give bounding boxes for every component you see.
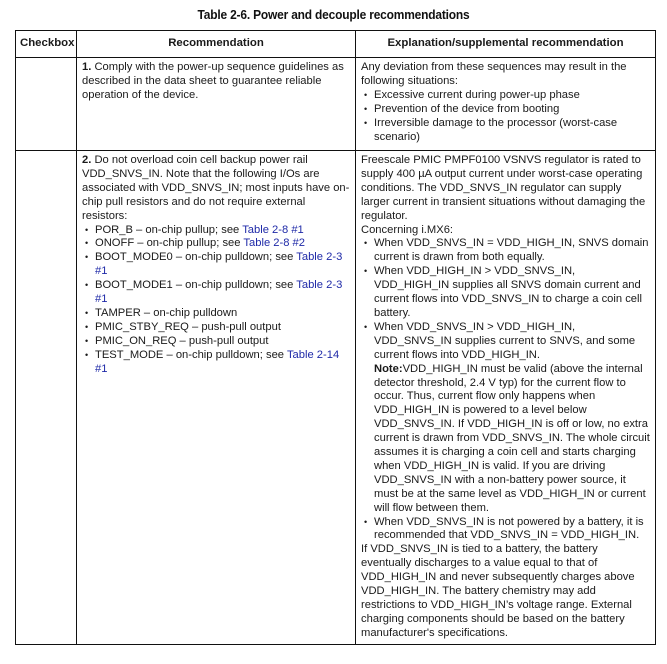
list-item xyxy=(95,335,350,349)
checkbox-cell[interactable] xyxy=(16,58,77,151)
io-text: BOOT_MODE0 – on-chip pulldown; see xyxy=(95,251,297,264)
list-item xyxy=(95,279,350,307)
header-checkbox: Checkbox xyxy=(16,31,77,58)
io-text: TEST_MODE – on-chip pulldown; see xyxy=(95,348,287,361)
explanation-intro: Freescale PMIC PMPF0100 VSNVS regulator is rated to supply 400 µA output current under worst-case operating conditions. The VDD_SNVS_IN regulator can supply larger current in transient situations without damaging the regulator. xyxy=(361,154,646,222)
io-text: PMIC_ON_REQ – push-pull output xyxy=(95,334,269,347)
table-link[interactable]: Table 2-3 #1 xyxy=(95,279,343,306)
explanation-list xyxy=(361,89,650,145)
header-recommendation: Recommendation xyxy=(77,31,356,58)
table-row xyxy=(16,151,656,645)
item-number: 2. xyxy=(82,154,92,166)
table-link[interactable]: Table 2-3 #1 xyxy=(95,251,343,278)
list-item xyxy=(374,321,650,516)
explanation-cell xyxy=(356,151,656,645)
list-item: • Excessive current during power-up phase xyxy=(374,89,650,103)
table-row xyxy=(16,58,656,151)
list-item: • Prevention of the device from booting xyxy=(374,103,650,117)
header-explanation: Explanation/supplemental recommendation xyxy=(356,31,656,58)
item-number: 1. xyxy=(82,61,92,73)
note-text: VDD_HIGH_IN must be valid (above the internal detector threshold, 2.4 V typ) for the current flow to occur. Thus, current flow only happens when VDD_HIGH_IN is powered to a level below VDD_SNVS_IN. If VDD_HIGH_IN is off or low, no extra current is drawn from VDD_SNVS_IN. The whole circuit assumes it is charging a coin cell and starts charging when VDD_HIGH_IN is valid. If you are driving VDD_SNVS_IN with a non-battery power source, it must be at the same level as VDD_HIGH_IN or current will flow between them. xyxy=(374,362,650,514)
list-item: • When VDD_SNVS_IN = VDD_HIGH_IN, SNVS domain current is drawn from both equally. xyxy=(374,237,650,265)
io-text: POR_B – on-chip pullup; see xyxy=(95,223,243,236)
explanation-cell xyxy=(356,58,656,151)
list-item xyxy=(95,237,350,251)
io-text: PMIC_STBY_REQ – push-pull output xyxy=(95,320,281,333)
explanation-intro: Any deviation from these sequences may result in the following situations: xyxy=(361,61,627,87)
list-item xyxy=(95,224,350,238)
recommendation-cell xyxy=(77,58,356,151)
table-title: Table 2-6. Power and decouple recommendations xyxy=(197,7,470,22)
list-item: • When VDD_HIGH_IN > VDD_SNVS_IN, VDD_HIGH_IN supplies all SNVS domain current and current flows into VDD_SNVS_IN to charge a coin cell battery. xyxy=(374,265,650,321)
table-link[interactable]: Table 2-14 #1 xyxy=(95,348,340,375)
io-text: ONOFF – on-chip pullup; see xyxy=(95,237,244,250)
table-link[interactable]: Table 2-8 #2 xyxy=(243,237,305,250)
list-item: • Irreversible damage to the processor (worst-case scenario) xyxy=(374,117,650,145)
io-list xyxy=(82,224,350,377)
recommendation-cell xyxy=(77,151,356,645)
bullet-text: When VDD_SNVS_IN > VDD_HIGH_IN, VDD_SNVS_IN supplies current to SNVS, and some current flows into VDD_HIGH_IN. xyxy=(374,320,636,361)
table-link[interactable]: Table 2-8 #1 xyxy=(242,223,304,236)
list-item xyxy=(95,251,350,279)
list-item xyxy=(95,321,350,335)
list-item: • When VDD_SNVS_IN is not powered by a battery, it is recommended that VDD_SNVS_IN = VDD_HIGH_IN. xyxy=(374,516,650,544)
recommendations-table xyxy=(15,30,656,645)
note-label: Note: xyxy=(374,362,403,375)
list-item xyxy=(95,307,350,321)
header-row xyxy=(16,31,656,58)
list-item xyxy=(95,349,350,377)
recommendation-text: Comply with the power-up sequence guidelines as described in the data sheet to guarantee reliable operation of the device. xyxy=(82,61,344,101)
io-text: TAMPER – on-chip pulldown xyxy=(95,306,238,319)
checkbox-cell[interactable] xyxy=(16,151,77,645)
explanation-list xyxy=(361,237,650,543)
io-text: BOOT_MODE1 – on-chip pulldown; see xyxy=(95,279,297,292)
closing-text: If VDD_SNVS_IN is tied to a battery, the battery eventually discharges to a value equal to that of VDD_HIGH_IN and never subsequently charges above VDD_HIGH_IN. The battery chemistry may add restrictions to VDD_HIGH_IN’s voltage range. External charging components should be based on the battery manufacturer's specifications. xyxy=(361,543,635,639)
concerning-label: Concerning i.MX6: xyxy=(361,223,454,236)
recommendation-text: Do not overload coin cell backup power rail VDD_SNVS_IN. Note that the following I/Os are associated with VDD_SNVS_IN; most inputs have on-chip pull resistors and do not require external resistors: xyxy=(82,154,350,222)
